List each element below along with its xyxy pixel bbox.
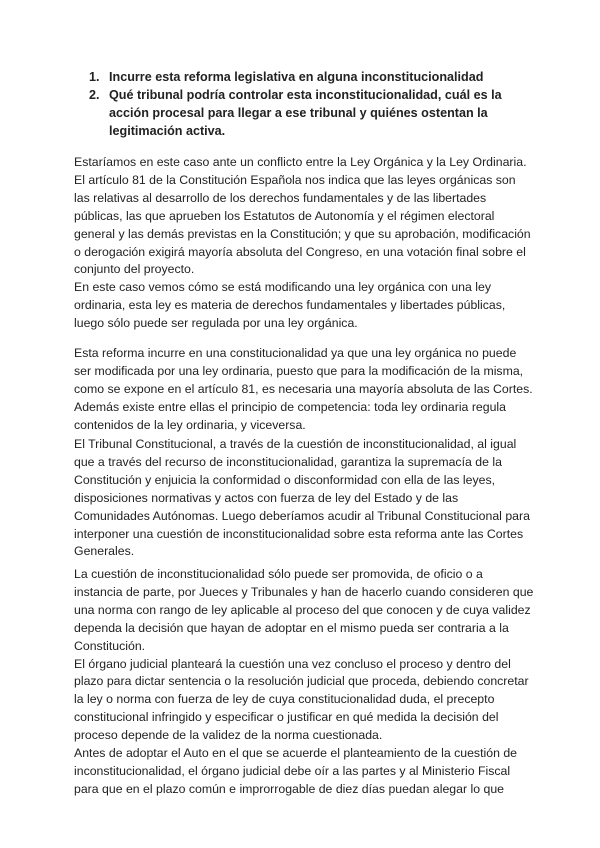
paragraph: Estaríamos en este caso ante un conflicto entre la Ley Orgánica y la Ley Ordinaria. El artículo 81 de la Constitución Española nos indica que las leyes orgánicas son las relativas al desarrollo de los derechos fundamentales y de las libertades públicas, las que aprueben los Estatutos de Autonomía y el régimen electoral general y las demás previstas en la Constitución; y que su aprobación, modificación o derogación exigirá mayoría absoluta del Congreso, en una votación final sobre el conjunto del proyecto. <box>74 155 531 277</box>
paragraph: El órgano judicial planteará la cuestión una vez concluso el proceso y dentro del plazo para dictar sentencia o la resolución judicial que proceda, debiendo concretar la ley o norma con fuerza de ley de cuya constitucionalidad duda, el precepto constitucional infringido y especificar o justificar en qué medida la decisión del proceso depende de la validez de la norma cuestionada. <box>74 656 529 743</box>
question-text: Incurre esta reforma legislativa en alguna inconstitucionalidad <box>109 70 484 84</box>
question-item <box>89 68 529 86</box>
section-cuestion-procedimiento <box>74 566 534 799</box>
section-ley-organica <box>74 154 534 333</box>
paragraph: En este caso vemos cómo se está modificando una ley orgánica con una ley ordinaria, esta ley es materia de derechos fundamentales y libertades públicas, luego sólo puede ser regulada por una ley orgánica. <box>74 280 506 331</box>
section-tribunal-constitucional <box>74 436 534 561</box>
section-inconstitucionalidad <box>74 345 534 435</box>
paragraph: La cuestión de inconstitucionalidad sólo puede ser promovida, de oficio o a instancia de parte, por Jueces y Tribunales y han de hacerlo cuando consideren que una norma con rango de ley aplicable al proceso del que conocen y de cuya validez dependa la decisión que hayan de adoptar en el mismo pueda ser contraria a la Constitución. <box>74 567 534 653</box>
question-text: Qué tribunal podría controlar esta inconstitucionalidad, cuál es la acción procesal para llegar a ese tribunal y quiénes ostentan la legitimación activa. <box>109 88 502 138</box>
paragraph: El Tribunal Constitucional, a través de la cuestión de inconstitucionalidad, al igual que a través del recurso de inconstitucionalidad, garantiza la supremacía de la Constitución y enjuicia la conformidad o disconformidad con ella de las leyes, disposiciones normativas y actos con fuerza de ley del Estado y de las Comunidades Autónomas. Luego deberíamos acudir al Tribunal Constitucional para interponer una cuestión de inconstitucionalidad sobre esta reforma ante las Cortes Generales. <box>74 437 530 559</box>
question-number: 2. <box>89 88 100 102</box>
paragraph: Esta reforma incurre en una constitucionalidad ya que una ley orgánica no puede ser modificada por una ley ordinaria, puesto que para la modificación de la misma, como se expone en el artículo 81, es necesaria una mayoría absoluta de las Cortes. Además existe entre ellas el principio de competencia: toda ley ordinaria regula contenidos de la ley ordinaria, y viceversa. <box>74 346 533 432</box>
question-list <box>89 68 529 140</box>
question-number: 1. <box>89 70 100 84</box>
paragraph: Antes de adoptar el Auto en el que se acuerde el planteamiento de la cuestión de inconstitucionalidad, el órgano judicial debe oír a las partes y al Ministerio Fiscal para que en el plazo común e improrrogable de diez días puedan alegar lo que <box>74 746 518 796</box>
question-item <box>89 86 529 140</box>
